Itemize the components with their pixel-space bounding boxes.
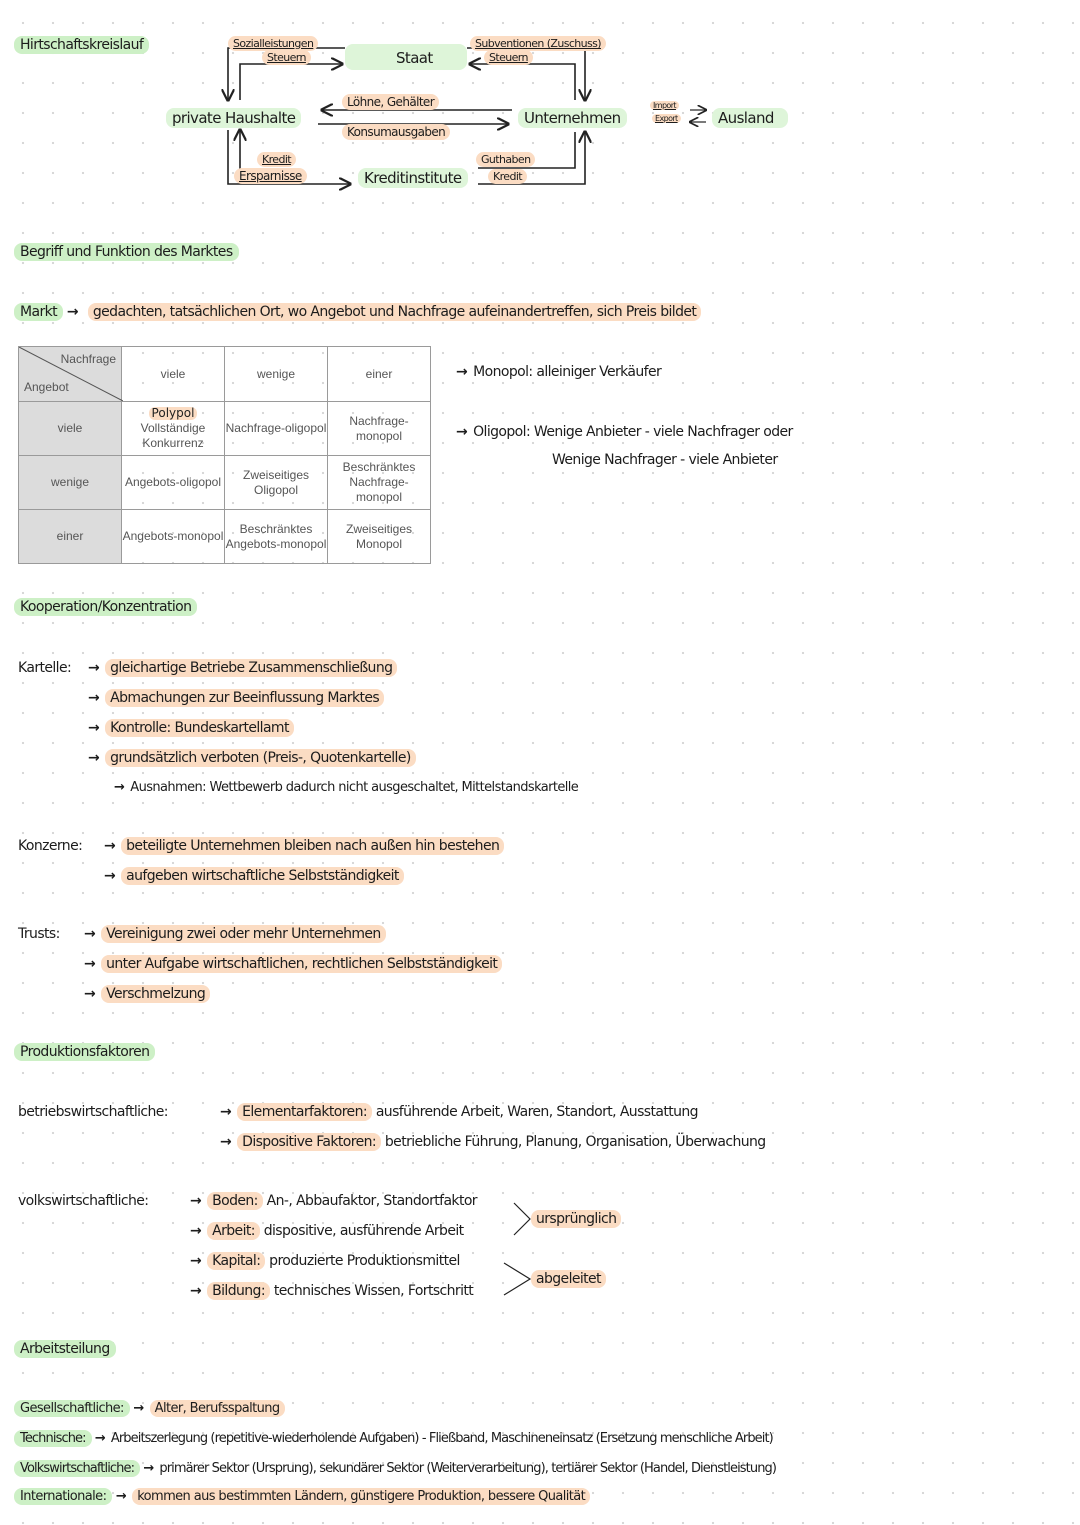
table-cell: Angebots-oligopol bbox=[122, 456, 225, 510]
row-header: einer bbox=[19, 510, 122, 564]
oligopol-note bbox=[456, 424, 793, 440]
markt-text: gedachten, tatsächlichen Ort, wo Angebot und Nachfrage aufeinandertreffen, sich Preis bildet bbox=[88, 303, 701, 321]
bw-label: betriebswirtschaftliche: bbox=[18, 1104, 168, 1120]
table-cell: Angebots-monopol bbox=[122, 510, 225, 564]
list-item: → Bildung: technisches Wissen, Fortschritt bbox=[190, 1283, 474, 1299]
monopol-text: : alleiniger Verkäufer bbox=[528, 364, 662, 380]
label-guthaben: Guthaben bbox=[476, 152, 535, 167]
list-item: → Arbeit: dispositive, ausführende Arbeit bbox=[190, 1223, 464, 1239]
label-kredit-right: Kredit bbox=[488, 169, 527, 184]
node-ausland: Ausland bbox=[712, 108, 788, 128]
markt-label: Markt bbox=[14, 303, 63, 321]
list-item: → Verschmelzung bbox=[84, 986, 210, 1002]
arrow-steuern-left bbox=[240, 64, 342, 100]
list-item: Internationale: → kommen aus bestimmten Ländern, günstigere Produktion, bessere Qualität bbox=[14, 1489, 590, 1504]
polypol-note: Polypol bbox=[149, 407, 198, 420]
list-item: Gesellschaftliche: → Alter, Berufsspaltung bbox=[14, 1401, 285, 1416]
table-cell: Zweiseitiges Oligopol bbox=[225, 456, 328, 510]
list-item: → Kontrolle: Bundeskartellamt bbox=[88, 720, 294, 736]
table-cell: Beschränktes Nachfrage-monopol bbox=[328, 456, 431, 510]
arrow-icon: → bbox=[456, 364, 468, 380]
arrow-icon: → bbox=[456, 424, 468, 440]
list-item: → unter Aufgabe wirtschaftlichen, rechtlichen Selbstständigkeit bbox=[84, 956, 502, 972]
list-item: → Elementarfaktoren: ausführende Arbeit, Waren, Standort, Ausstattung bbox=[220, 1104, 698, 1120]
arrow-steuern-right bbox=[470, 64, 575, 100]
row-header: wenige bbox=[19, 456, 122, 510]
list-item: → Dispositive Faktoren: betriebliche Führung, Planung, Organisation, Überwachung bbox=[220, 1134, 766, 1150]
konzerne-label: Konzerne: bbox=[18, 838, 83, 854]
kartelle-label: Kartelle: bbox=[18, 660, 72, 676]
arrow-icon: → bbox=[66, 304, 79, 320]
label-sozialleistungen: Sozialleistungen bbox=[228, 36, 318, 51]
market-form-table bbox=[18, 346, 431, 564]
label-kredit-left: Kredit bbox=[257, 152, 296, 167]
node-unternehmen: Unternehmen bbox=[518, 108, 627, 128]
label-subventionen: Subventionen (Zuschuss) bbox=[470, 36, 606, 51]
circuit-title: Hirtschaftskreislauf bbox=[14, 36, 149, 54]
markt-definition bbox=[14, 304, 701, 320]
label-export: Export bbox=[652, 114, 681, 123]
trusts-label: Trusts: bbox=[18, 926, 60, 942]
monopol-label: Monopol bbox=[473, 364, 529, 380]
oligopol-label: Oligopol bbox=[473, 424, 526, 440]
col-header: einer bbox=[328, 347, 431, 402]
list-item: → aufgeben wirtschaftliche Selbstständigkeit bbox=[104, 868, 404, 884]
list-item: → Boden: An-, Abbaufaktor, Standortfaktor bbox=[190, 1193, 477, 1209]
monopol-note bbox=[456, 364, 661, 380]
list-item: → Vereinigung zwei oder mehr Unternehmen bbox=[84, 926, 386, 942]
list-item: Technische: → Arbeitszerlegung (repetitive-wiederholende Aufgaben) - Fließband, Maschineneinsatz (Ersetzung menschliche Arbeit) bbox=[14, 1431, 773, 1446]
heading-markt: Begriff und Funktion des Marktes bbox=[14, 243, 239, 261]
node-haushalte: private Haushalte bbox=[166, 108, 301, 128]
heading-produktion: Produktionsfaktoren bbox=[14, 1043, 155, 1061]
oligopol-text-2: Wenige Nachfrager - viele Anbieter bbox=[552, 452, 778, 468]
corner-nachfrage: Nachfrage bbox=[60, 352, 116, 366]
table-corner bbox=[19, 347, 122, 402]
table-cell: Beschränktes Angebots-monopol bbox=[225, 510, 328, 564]
label-import: Import bbox=[650, 101, 679, 110]
oligopol-text: : Wenige Anbieter - viele Nachfrager oder bbox=[525, 424, 793, 440]
list-item: → grundsätzlich verboten (Preis-, Quotenkartelle) bbox=[88, 750, 416, 766]
label-steuern-left: Steuern bbox=[262, 50, 311, 65]
label-abgeleitet: abgeleitet bbox=[531, 1270, 606, 1288]
heading-kooperation: Kooperation/Konzentration bbox=[14, 598, 197, 616]
table-cell: Nachfrage-oligopol bbox=[225, 402, 328, 456]
vw-label: volkswirtschaftliche: bbox=[18, 1193, 149, 1209]
node-kreditinstitute: Kreditinstitute bbox=[358, 168, 468, 188]
label-loehne: Löhne, Gehälter bbox=[342, 94, 439, 110]
list-item: → gleichartige Betriebe Zusammenschließung bbox=[88, 660, 397, 676]
label-konsum: Konsumausgaben bbox=[342, 124, 450, 140]
col-header: wenige bbox=[225, 347, 328, 402]
label-steuern-right: Steuern bbox=[484, 50, 533, 65]
corner-angebot: Angebot bbox=[24, 380, 69, 394]
table-cell: Nachfrage-monopol bbox=[328, 402, 431, 456]
col-header: viele bbox=[122, 347, 225, 402]
list-item: Volkswirtschaftliche: → primärer Sektor (Ursprung), sekundärer Sektor (Weiterverarbeitung), tertiärer Sektor (Handel, Dienstleistung) bbox=[14, 1461, 776, 1476]
node-staat: Staat bbox=[396, 49, 433, 67]
label-ersparnisse: Ersparnisse bbox=[234, 168, 307, 184]
list-item: → Kapital: produzierte Produktionsmittel bbox=[190, 1253, 460, 1269]
cell-text: Vollständige Konkurrenz bbox=[140, 421, 206, 450]
circuit-diagram bbox=[0, 0, 1080, 200]
list-item: → beteiligte Unternehmen bleiben nach außen hin bestehen bbox=[104, 838, 504, 854]
table-cell: Zweiseitiges Monopol bbox=[328, 510, 431, 564]
heading-arbeitsteilung: Arbeitsteilung bbox=[14, 1340, 116, 1358]
label-urspruenglich: ursprünglich bbox=[531, 1210, 621, 1228]
list-item-sub: → Ausnahmen: Wettbewerb dadurch nicht ausgeschaltet, Mittelstandskartelle bbox=[114, 780, 579, 795]
row-header: viele bbox=[19, 402, 122, 456]
table-cell bbox=[122, 402, 225, 456]
list-item: → Abmachungen zur Beeinflussung Marktes bbox=[88, 690, 384, 706]
